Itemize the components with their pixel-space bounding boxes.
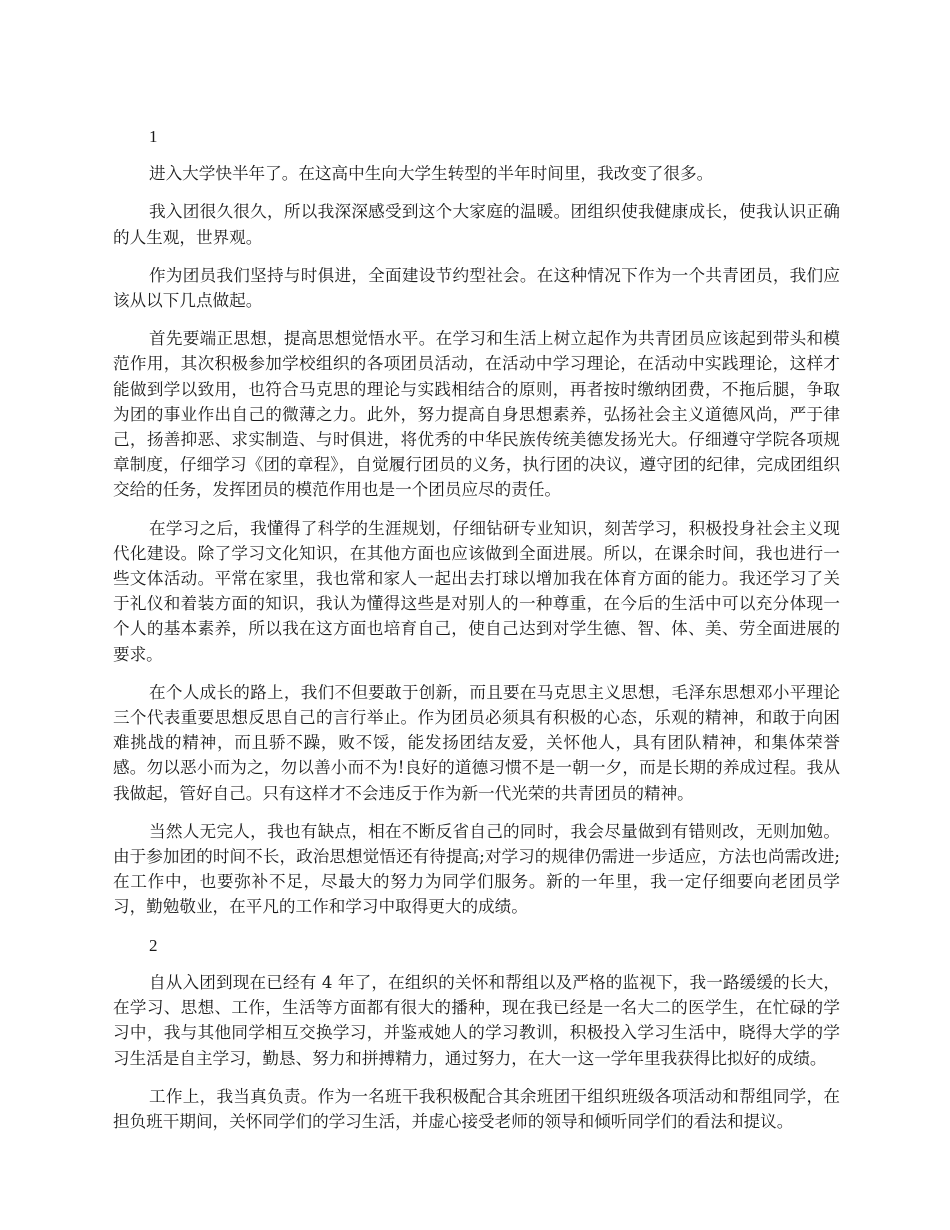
document-page <box>113 124 840 1147</box>
section-number: 1 <box>149 127 158 146</box>
paragraph: 进入大学快半年了。在这高中生向大学生转型的半年时间里，我改变了很多。 <box>149 164 714 184</box>
paragraph: 在个人成长的路上，我们不但要敢于创新，而且要在马克思主义思想，毛泽东思想邓小平理论三个代表重要思想反思自己的言行举止。作为团员必须具有积极的心态，乐观的精神，和敢于向困难挑战的精神，而且骄不躁，败不馁，能发扬团结友爱，关怀他人，具有团队精神，和集体荣誉感。勿以恶小而为之，勿以善小而不为!良好的道德习惯不是一朝一夕，而是长期的养成过程。我从我做起，管好自己。只有这样才不会违反于作为新一代光荣的共青团员的精神。 <box>113 682 840 803</box>
paragraph: 当然人无完人，我也有缺点，相在不断反省自己的同时，我会尽量做到有错则改，无则加勉。由于参加团的时间不长，政治思想觉悟还有待提高;对学习的规律仍需进一步适应，方法也尚需改进;在工作中，也要弥补不足，尽最大的努力为同学们服务。新的一年里，我一定仔细要向老团员学习，勤勉敬业，在平凡的工作和学习中取得更大的成绩。 <box>113 821 840 917</box>
paragraph: 我入团很久很久，所以我深深感受到这个大家庭的温暖。团组织使我健康成长，使我认识正确的人生观，世界观。 <box>113 202 840 247</box>
paragraph: 在学习之后，我懂得了科学的生涯规划，仔细钻研专业知识，刻苦学习，积极投身社会主义现代化建设。除了学习文化知识，在其他方面也应该做到全面进展。所以，在课余时间，我也进行一些文体活动。平常在家里，我也常和家人一起出去打球以增加我在体育方面的能力。我还学习了关于礼仪和着装方面的知识，我认为懂得这些是对别人的一种尊重，在今后的生活中可以充分体现一个人的基本素养，所以我在这方面也培育自己，使自己达到对学生德、智、体、美、劳全面进展的要求。 <box>113 518 840 664</box>
section-2 <box>113 933 840 1134</box>
paragraph: 自从入团到现在已经有 4 年了，在组织的关怀和帮组以及严格的监视下，我一路缓缓的长大，在学习、思想、工作，生活等方面都有很大的播种，现在我已经是一名大二的医学生，在忙碌的学习中，我与其他同学相互交换学习，并鉴戒她人的学习教训，积极投入学习生活中，晓得大学的学习生活是自主学习，勤恳、努力和拼搏精力，通过努力，在大一这一学年里我获得比拟好的成绩。 <box>113 972 840 1068</box>
section-1 <box>113 124 840 920</box>
section-number: 2 <box>149 935 158 955</box>
paragraph: 工作上，我当真负责。作为一名班干我积极配合其余班团干组织班级各项活动和帮组同学，在担负班干期间，关怀同学们的学习生活，并虚心接受老师的领导和倾听同学们的看法和提议。 <box>113 1086 840 1131</box>
paragraph: 首先要端正思想，提高思想觉悟水平。在学习和生活上树立起作为共青团员应该起到带头和模范作用，其次积极参加学校组织的各项团员活动，在活动中学习理论，在活动中实践理论，这样才能做到学以致用，也符合马克思的理论与实践相结合的原则，再者按时缴纳团费，不拖后腿，争取为团的事业作出自己的微薄之力。此外，努力提高自身思想素养，弘扬社会主义道德风尚，严于律己，扬善抑恶、求实制造、与时俱进，将优秀的中华民族传统美德发扬光大。仔细遵守学院各项规章制度，仔细学习《团的章程》，自觉履行团员的义务，执行团的决议，遵守团的纪律，完成团组织交给的任务，发挥团员的模范作用也是一个团员应尽的责任。 <box>113 329 840 500</box>
paragraph: 作为团员我们坚持与时俱进，全面建设节约型社会。在这种情况下作为一个共青团员，我们应该从以下几点做起。 <box>113 265 840 311</box>
